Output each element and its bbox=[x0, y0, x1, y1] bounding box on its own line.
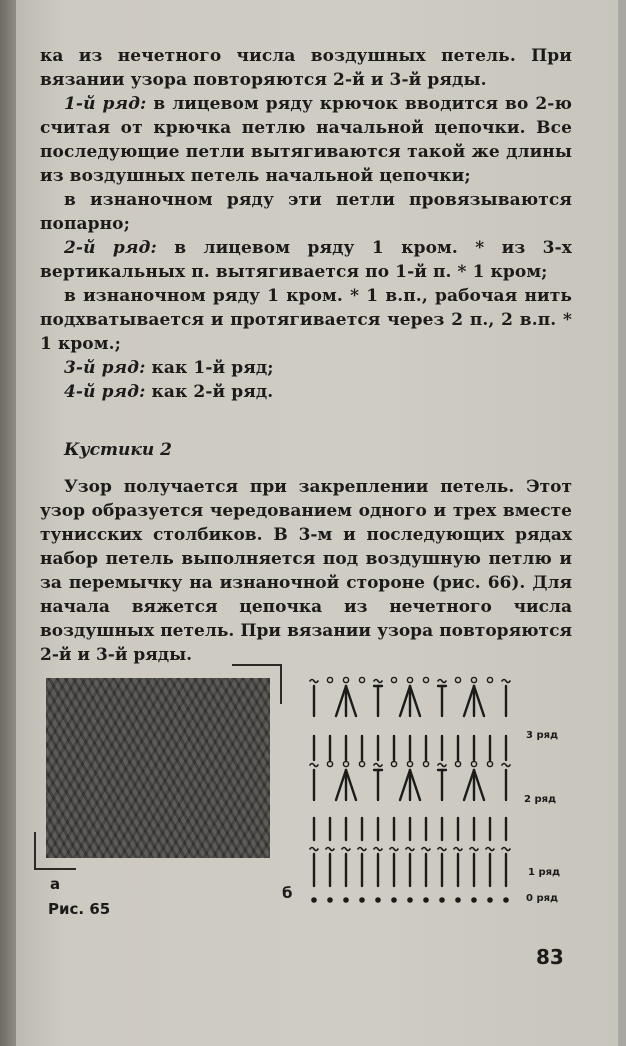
chain-symbol bbox=[406, 848, 414, 851]
stitch-cluster bbox=[464, 770, 474, 800]
chain-dot bbox=[455, 897, 461, 903]
row-label: 3-й ряд: bbox=[64, 358, 146, 378]
row-label: 1-й ряд: bbox=[64, 94, 147, 114]
chain-dot bbox=[423, 897, 429, 903]
chain-circle bbox=[343, 677, 348, 682]
figure-caption: Рис. 65 bbox=[48, 900, 111, 918]
stitch-cluster bbox=[346, 686, 356, 716]
paragraph-text: в лицевом ряду крючок вводится во 2-ю считая от крючка петлю начальной цепочки. Все последующие петли вытягиваются такой же длины из воздушных петель начальной цепочки; bbox=[40, 94, 572, 186]
chain-circle bbox=[423, 677, 428, 682]
chain-symbol bbox=[342, 848, 350, 851]
chain-dot bbox=[327, 897, 333, 903]
body-text-section bbox=[40, 475, 572, 667]
chain-dot bbox=[343, 897, 349, 903]
chain-circle bbox=[455, 761, 460, 766]
row-label: 2-й ряд: bbox=[64, 238, 157, 258]
paragraph-row-4 bbox=[40, 380, 572, 404]
chain-symbol bbox=[502, 680, 510, 683]
chain-symbol bbox=[438, 680, 446, 683]
stitch-cluster bbox=[464, 686, 474, 716]
chain-dot bbox=[391, 897, 397, 903]
row-label: 4-й ряд: bbox=[64, 382, 146, 402]
chain-circle bbox=[343, 761, 348, 766]
chain-symbol bbox=[358, 848, 366, 851]
chain-dot bbox=[407, 897, 413, 903]
book-spine bbox=[0, 0, 16, 1046]
paragraph: в изнаночном ряду 1 кром. * 1 в.п., рабочая нить подхватывается и протягивается через 2 п., 2 в.п. * 1 кром.; bbox=[40, 286, 572, 354]
chain-symbol bbox=[438, 764, 446, 767]
chain-symbol bbox=[374, 680, 382, 683]
chain-circle bbox=[471, 761, 476, 766]
chain-circle bbox=[327, 677, 332, 682]
diagram-row-label: 0 ряд bbox=[526, 893, 559, 904]
photo-frame-corner bbox=[34, 832, 76, 870]
diagram-row-label: 1 ряд bbox=[528, 867, 561, 878]
chain-dot bbox=[311, 897, 317, 903]
paragraph-text: как 2-й ряд. bbox=[151, 382, 274, 402]
chain-circle bbox=[407, 761, 412, 766]
figure-label-b: б bbox=[282, 884, 293, 902]
chain-circle bbox=[423, 761, 428, 766]
chain-circle bbox=[391, 761, 396, 766]
stitch-cluster bbox=[474, 770, 484, 800]
chain-circle bbox=[359, 761, 364, 766]
chain-dot bbox=[503, 897, 509, 903]
chain-symbol bbox=[422, 848, 430, 851]
paragraph-text: в лицевом ряду 1 кром. * из 3-х вертикальных п. вытягивается по 1-й п. * 1 кром; bbox=[40, 238, 572, 282]
chain-symbol bbox=[310, 680, 318, 683]
chain-circle bbox=[327, 761, 332, 766]
stitch-cluster bbox=[336, 686, 346, 716]
paragraph: ка из нечетного числа воздушных петель. При вязании узора повторяются 2-й и 3-й ряды. bbox=[40, 46, 572, 90]
paragraph: в изнаночном ряду эти петли провязываются попарно; bbox=[40, 190, 572, 234]
chain-circle bbox=[391, 677, 396, 682]
paragraph-row-1 bbox=[40, 92, 572, 188]
chain-symbol bbox=[374, 848, 382, 851]
chain-circle bbox=[359, 677, 364, 682]
chain-symbol bbox=[390, 848, 398, 851]
chain-symbol bbox=[310, 764, 318, 767]
chain-symbol bbox=[454, 848, 462, 851]
chain-dot bbox=[375, 897, 381, 903]
chain-dot bbox=[487, 897, 493, 903]
chain-dot bbox=[471, 897, 477, 903]
chain-symbol bbox=[470, 848, 478, 851]
diagram-row-label: 2 ряд bbox=[524, 794, 557, 805]
chain-symbol bbox=[502, 848, 510, 851]
body-text-top bbox=[40, 44, 572, 404]
paragraph: Узор получается при закреплении петель. Этот узор образуется чередованием одного и трех вместе тунисских столбиков. В 3-м и последующих рядах набор петель выполняется под воздушную петлю и за перемычку на изнаночной стороне (рис. 66). Для начала вяжется цепочка из нечетного числа воздушных петель. При вязании узора повторяются 2-й и 3-й ряды. bbox=[40, 477, 572, 665]
stitch-diagram bbox=[306, 670, 520, 910]
diagram-row-label: 3 ряд bbox=[526, 730, 559, 741]
chain-circle bbox=[487, 761, 492, 766]
page-number: 83 bbox=[536, 945, 564, 969]
stitch-cluster bbox=[410, 770, 420, 800]
chain-circle bbox=[487, 677, 492, 682]
chain-dot bbox=[359, 897, 365, 903]
stitch-cluster bbox=[400, 770, 410, 800]
chain-symbol bbox=[438, 848, 446, 851]
section-heading: Кустики 2 bbox=[64, 440, 172, 460]
stitch-cluster bbox=[410, 686, 420, 716]
figure-label-a: а bbox=[50, 875, 61, 893]
chain-symbol bbox=[310, 848, 318, 851]
knit-pattern-photo bbox=[46, 678, 270, 858]
paragraph-row-3 bbox=[40, 356, 572, 380]
chain-symbol bbox=[374, 764, 382, 767]
stitch-cluster bbox=[336, 770, 346, 800]
stitch-cluster bbox=[474, 686, 484, 716]
chain-symbol bbox=[326, 848, 334, 851]
chain-symbol bbox=[486, 848, 494, 851]
stitch-cluster bbox=[400, 686, 410, 716]
chain-circle bbox=[407, 677, 412, 682]
chain-circle bbox=[471, 677, 476, 682]
chain-circle bbox=[455, 677, 460, 682]
paragraph-row-2 bbox=[40, 236, 572, 284]
paragraph-text: как 1-й ряд; bbox=[151, 358, 274, 378]
chain-symbol bbox=[502, 764, 510, 767]
stitch-cluster bbox=[346, 770, 356, 800]
chain-dot bbox=[439, 897, 445, 903]
